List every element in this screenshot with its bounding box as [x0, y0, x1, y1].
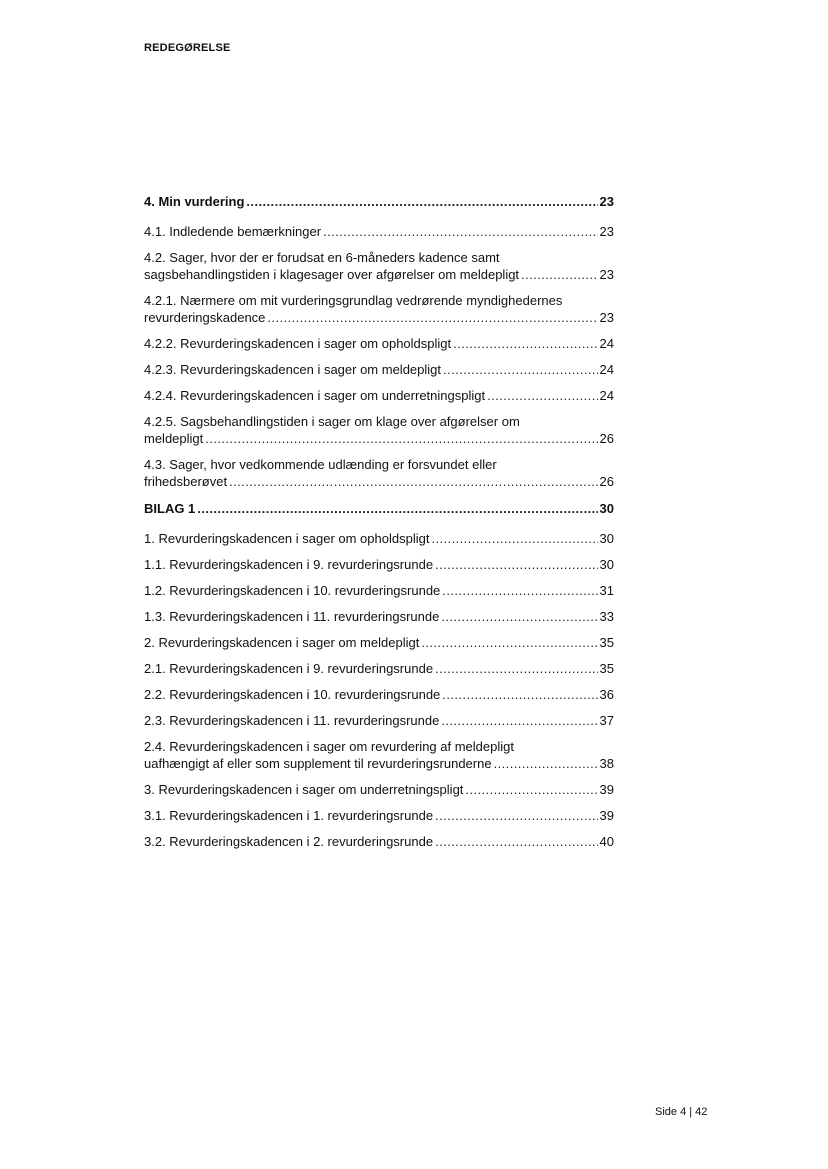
toc-entry-line — [144, 193, 614, 210]
toc-entry[interactable] — [144, 833, 614, 850]
dot-leader — [435, 807, 597, 824]
dot-leader — [441, 608, 597, 625]
dot-leader — [441, 712, 597, 729]
toc-entry-label: 3.2. Revurderingskadencen i 2. revurderingsrunde — [144, 834, 434, 849]
toc-entry-line — [144, 500, 614, 517]
toc-page-number: 26 — [599, 474, 614, 489]
dot-leader — [487, 387, 597, 404]
toc-section-heading[interactable] — [144, 500, 614, 517]
toc-page-number: 23 — [599, 310, 614, 325]
toc-page-number: 40 — [599, 834, 614, 849]
toc-entry-line — [144, 309, 614, 326]
table-of-contents — [144, 193, 614, 859]
dot-leader — [521, 266, 597, 283]
toc-entry[interactable] — [144, 608, 614, 625]
dot-leader — [453, 335, 597, 352]
toc-entry-line — [144, 530, 614, 547]
toc-entry-line — [144, 660, 614, 677]
toc-entry-line — [144, 556, 614, 573]
toc-entry-line — [144, 335, 614, 352]
toc-entry[interactable] — [144, 712, 614, 729]
toc-page-number: 30 — [599, 531, 614, 546]
toc-entry[interactable] — [144, 335, 614, 352]
toc-entry-label: 1.3. Revurderingskadencen i 11. revurderingsrunde — [144, 609, 440, 624]
dot-leader — [205, 430, 597, 447]
toc-page-number: 26 — [599, 431, 614, 446]
toc-entry-label: 3. Revurderingskadencen i sager om underretningspligt — [144, 782, 464, 797]
toc-entry[interactable] — [144, 249, 614, 283]
toc-entry[interactable] — [144, 387, 614, 404]
toc-entry-label: 1.1. Revurderingskadencen i 9. revurderingsrunde — [144, 557, 434, 572]
toc-page-number: 23 — [599, 267, 614, 282]
toc-page-number: 30 — [599, 557, 614, 572]
dot-leader — [431, 530, 597, 547]
toc-entry-line — [144, 686, 614, 703]
toc-entry-label: BILAG 1 — [144, 501, 196, 516]
toc-entry[interactable] — [144, 781, 614, 798]
toc-entry[interactable] — [144, 660, 614, 677]
toc-entry[interactable] — [144, 456, 614, 490]
toc-page-number: 39 — [599, 808, 614, 823]
dot-leader — [443, 361, 598, 378]
toc-entry-text-line: 4.3. Sager, hvor vedkommende udlænding er forsvundet eller — [144, 457, 497, 472]
toc-entry-label: 1. Revurderingskadencen i sager om opholdspligt — [144, 531, 430, 546]
toc-entry-label: 4.2.4. Revurderingskadencen i sager om underretningspligt — [144, 388, 486, 403]
toc-entry-line — [144, 781, 614, 798]
toc-entry-label: revurderingskadence — [144, 310, 266, 325]
toc-entry-label: 2. Revurderingskadencen i sager om meldepligt — [144, 635, 420, 650]
toc-page-number: 37 — [599, 713, 614, 728]
toc-entry-line — [144, 361, 614, 378]
dot-leader — [267, 309, 597, 326]
dot-leader — [246, 193, 597, 210]
toc-entry-label: 4. Min vurdering — [144, 194, 245, 209]
toc-entry-text-line: 4.2. Sager, hvor der er forudsat en 6-måneders kadence samt — [144, 250, 500, 265]
toc-page-number: 35 — [599, 661, 614, 676]
toc-entry[interactable] — [144, 292, 614, 326]
toc-entry[interactable] — [144, 807, 614, 824]
dot-leader — [465, 781, 597, 798]
toc-page-number: 35 — [599, 635, 614, 650]
toc-page-number: 24 — [599, 388, 614, 403]
toc-entry[interactable] — [144, 556, 614, 573]
toc-entry-line — [144, 582, 614, 599]
dot-leader — [442, 582, 597, 599]
toc-page-number: 39 — [599, 782, 614, 797]
toc-entry-label: 2.2. Revurderingskadencen i 10. revurderingsrunde — [144, 687, 441, 702]
dot-leader — [323, 223, 597, 240]
toc-page-number: 33 — [599, 609, 614, 624]
toc-entry-label: 4.1. Indledende bemærkninger — [144, 224, 322, 239]
toc-page-number: 23 — [599, 194, 614, 209]
toc-entry[interactable] — [144, 582, 614, 599]
toc-entry[interactable] — [144, 738, 614, 772]
toc-entry[interactable] — [144, 530, 614, 547]
toc-entry-line — [144, 430, 614, 447]
dot-leader — [229, 473, 597, 490]
toc-entry[interactable] — [144, 223, 614, 240]
toc-entry[interactable] — [144, 634, 614, 651]
toc-page-number: 36 — [599, 687, 614, 702]
dot-leader — [435, 660, 597, 677]
toc-entry[interactable] — [144, 686, 614, 703]
toc-entry-label: 4.2.3. Revurderingskadencen i sager om meldepligt — [144, 362, 442, 377]
toc-entry-label: 2.1. Revurderingskadencen i 9. revurderingsrunde — [144, 661, 434, 676]
toc-entry-label: 2.3. Revurderingskadencen i 11. revurderingsrunde — [144, 713, 440, 728]
toc-entry-label: sagsbehandlingstiden i klagesager over afgørelser om meldepligt — [144, 267, 520, 282]
toc-entry-label: frihedsberøvet — [144, 474, 228, 489]
toc-entry-line — [144, 608, 614, 625]
toc-entry[interactable] — [144, 413, 614, 447]
toc-page-number: 30 — [599, 501, 614, 516]
toc-entry-label: 4.2.2. Revurderingskadencen i sager om opholdspligt — [144, 336, 452, 351]
dot-leader — [494, 755, 598, 772]
toc-entry-text-line: 4.2.1. Nærmere om mit vurderingsgrundlag vedrørende myndighedernes — [144, 293, 563, 308]
toc-entry-line — [144, 223, 614, 240]
toc-entry-line — [144, 755, 614, 772]
toc-entry-line — [144, 833, 614, 850]
toc-page-number: 23 — [599, 224, 614, 239]
page-number: Side 4 | 42 — [655, 1106, 708, 1118]
toc-entry-line — [144, 712, 614, 729]
toc-page-number: 24 — [599, 336, 614, 351]
toc-entry-line — [144, 473, 614, 490]
toc-entry-label: 3.1. Revurderingskadencen i 1. revurderingsrunde — [144, 808, 434, 823]
document-header-title: REDEGØRELSE — [144, 42, 231, 54]
dot-leader — [435, 556, 597, 573]
toc-section-heading[interactable] — [144, 193, 614, 210]
dot-leader — [197, 500, 597, 517]
toc-page-number: 38 — [599, 756, 614, 771]
toc-entry-label: uafhængigt af eller som supplement til revurderingsrunderne — [144, 756, 492, 771]
toc-entry-line — [144, 807, 614, 824]
toc-entry-line — [144, 266, 614, 283]
toc-entry-text-line: 2.4. Revurderingskadencen i sager om revurdering af meldepligt — [144, 739, 514, 754]
toc-entry-label: meldepligt — [144, 431, 204, 446]
dot-leader — [421, 634, 597, 651]
toc-page-number: 31 — [599, 583, 614, 598]
dot-leader — [442, 686, 597, 703]
toc-entry[interactable] — [144, 361, 614, 378]
toc-page-number: 24 — [599, 362, 614, 377]
toc-entry-text-line: 4.2.5. Sagsbehandlingstiden i sager om klage over afgørelser om — [144, 414, 520, 429]
toc-entry-label: 1.2. Revurderingskadencen i 10. revurderingsrunde — [144, 583, 441, 598]
toc-entry-line — [144, 634, 614, 651]
dot-leader — [435, 833, 597, 850]
toc-entry-line — [144, 387, 614, 404]
